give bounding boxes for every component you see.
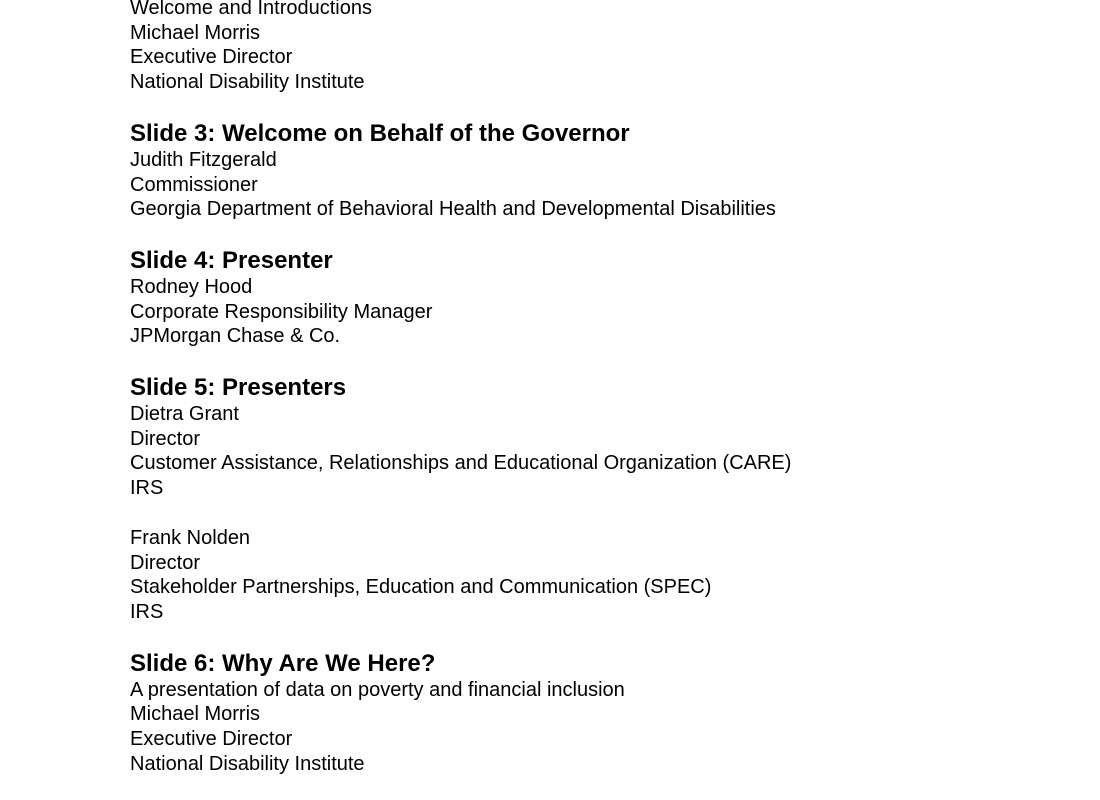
slide5-presenter1-title: Director: [130, 427, 201, 450]
slide4-section: [130, 247, 1070, 349]
slide5-presenter2-org: IRS: [130, 600, 164, 623]
slide3-speaker-org: Georgia Department of Behavioral Health and Developmental Disabilities: [130, 198, 776, 221]
slide5-presenter2-title: Director: [130, 551, 201, 574]
slide5-presenter1-name: Dietra Grant: [130, 403, 239, 426]
slide5-presenter1-dept: Customer Assistance, Relationships and Educational Organization (CARE): [130, 452, 792, 475]
slide6-section: [130, 650, 1070, 777]
slide3-speaker-title: Commissioner: [130, 173, 258, 196]
slide4-speaker-name: Rodney Hood: [130, 275, 253, 298]
slide5-presenter2-name: Frank Nolden: [130, 526, 251, 549]
slide5-presenter2-dept: Stakeholder Partnerships, Education and Communication (SPEC): [130, 576, 712, 599]
intro-section: [130, 0, 1070, 95]
slide3-speaker-name: Judith Fitzgerald: [130, 148, 277, 171]
intro-title: Welcome and Introductions: [130, 0, 372, 19]
slide4-heading: Slide 4: Presenter: [130, 246, 333, 274]
slide6-speaker-name: Michael Morris: [130, 703, 261, 726]
slide6-speaker-org: National Disability Institute: [130, 752, 365, 775]
intro-speaker-org: National Disability Institute: [130, 71, 365, 94]
slide3-heading: Slide 3: Welcome on Behalf of the Governor: [130, 119, 630, 147]
slide5-presenter1-org: IRS: [130, 477, 164, 500]
slide5-heading: Slide 5: Presenters: [130, 374, 347, 402]
intro-speaker-title: Executive Director: [130, 46, 293, 69]
slide3-section: [130, 120, 1070, 222]
slide4-speaker-title: Corporate Responsibility Manager: [130, 300, 433, 323]
slide4-speaker-org: JPMorgan Chase & Co.: [130, 325, 341, 348]
slide5-section: [130, 374, 1070, 625]
intro-speaker-name: Michael Morris: [130, 21, 261, 44]
slide6-heading: Slide 6: Why Are We Here?: [130, 649, 436, 677]
document-page: [130, 0, 1070, 776]
slide6-description: A presentation of data on poverty and financial inclusion: [130, 678, 625, 701]
slide6-speaker-title: Executive Director: [130, 728, 293, 751]
